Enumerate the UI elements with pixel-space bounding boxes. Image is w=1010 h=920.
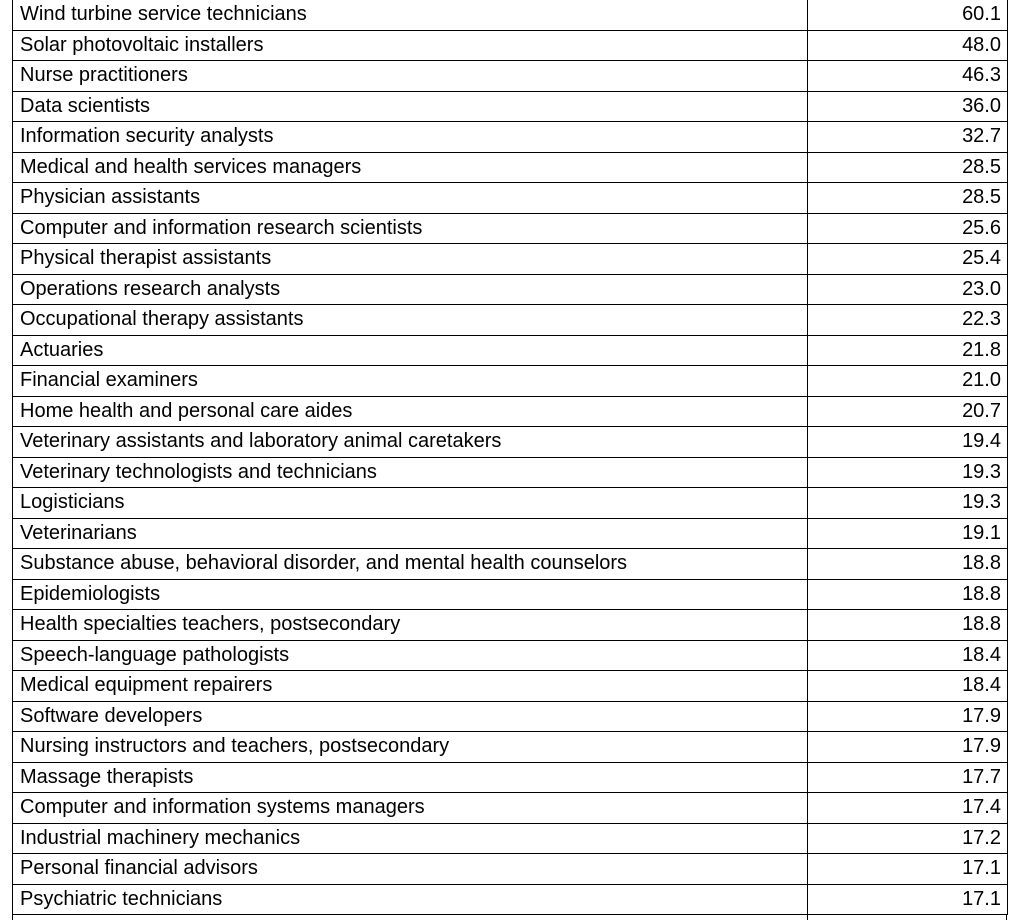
table-row [13, 518, 1008, 549]
growth-value-cell: 46.3 [808, 61, 1008, 92]
growth-value-cell: 17.1 [808, 884, 1008, 915]
growth-value-cell: 22.3 [808, 305, 1008, 336]
table-row [13, 122, 1008, 153]
occupation-cell: Actuaries [13, 335, 808, 366]
occupation-cell: Physical therapist assistants [13, 244, 808, 275]
occupation-cell: Personal financial advisors [13, 854, 808, 885]
occupation-cell: Epidemiologists [13, 579, 808, 610]
occupation-cell: Nurse practitioners [13, 61, 808, 92]
growth-value-cell: 19.4 [808, 427, 1008, 458]
growth-value-cell: 21.8 [808, 335, 1008, 366]
occupation-cell: Veterinary technologists and technicians [13, 457, 808, 488]
table-row [13, 30, 1008, 61]
growth-value-cell: 18.8 [808, 549, 1008, 580]
table-row [13, 549, 1008, 580]
table-row [13, 793, 1008, 824]
table-continuation-edge [12, 914, 1007, 920]
table-row [13, 366, 1008, 397]
growth-value-cell: 17.2 [808, 823, 1008, 854]
occupation-cell: Medical equipment repairers [13, 671, 808, 702]
table-row [13, 61, 1008, 92]
occupation-cell: Logisticians [13, 488, 808, 519]
growth-value-cell: 19.3 [808, 457, 1008, 488]
occupation-growth-table-container [12, 0, 1007, 915]
growth-value-cell: 17.9 [808, 732, 1008, 763]
table-row [13, 762, 1008, 793]
occupation-cell: Veterinary assistants and laboratory animal caretakers [13, 427, 808, 458]
column-divider [807, 914, 809, 920]
table-row [13, 854, 1008, 885]
occupation-cell: Nursing instructors and teachers, postsecondary [13, 732, 808, 763]
occupation-cell: Health specialties teachers, postsecondary [13, 610, 808, 641]
occupation-cell: Medical and health services managers [13, 152, 808, 183]
growth-value-cell: 25.6 [808, 213, 1008, 244]
growth-value-cell: 25.4 [808, 244, 1008, 275]
growth-value-cell: 18.4 [808, 671, 1008, 702]
table-row [13, 610, 1008, 641]
occupation-cell: Occupational therapy assistants [13, 305, 808, 336]
growth-value-cell: 17.9 [808, 701, 1008, 732]
table-row [13, 701, 1008, 732]
table-row [13, 152, 1008, 183]
table-row [13, 213, 1008, 244]
growth-value-cell: 21.0 [808, 366, 1008, 397]
occupation-cell: Computer and information systems managers [13, 793, 808, 824]
occupation-cell: Industrial machinery mechanics [13, 823, 808, 854]
occupation-cell: Software developers [13, 701, 808, 732]
growth-value-cell: 28.5 [808, 152, 1008, 183]
table-row [13, 0, 1008, 30]
occupation-cell: Speech-language pathologists [13, 640, 808, 671]
growth-value-cell: 19.3 [808, 488, 1008, 519]
table-row [13, 244, 1008, 275]
growth-value-cell: 28.5 [808, 183, 1008, 214]
growth-value-cell: 20.7 [808, 396, 1008, 427]
occupation-cell: Data scientists [13, 91, 808, 122]
table-row [13, 671, 1008, 702]
occupation-cell: Veterinarians [13, 518, 808, 549]
table-row [13, 305, 1008, 336]
growth-value-cell: 60.1 [808, 0, 1008, 30]
occupation-cell: Physician assistants [13, 183, 808, 214]
table-body [13, 0, 1008, 915]
growth-value-cell: 18.8 [808, 579, 1008, 610]
growth-value-cell: 36.0 [808, 91, 1008, 122]
occupation-growth-table [12, 0, 1008, 915]
growth-value-cell: 23.0 [808, 274, 1008, 305]
table-row [13, 183, 1008, 214]
growth-value-cell: 18.4 [808, 640, 1008, 671]
growth-value-cell: 19.1 [808, 518, 1008, 549]
growth-value-cell: 48.0 [808, 30, 1008, 61]
table-row [13, 427, 1008, 458]
occupation-cell: Solar photovoltaic installers [13, 30, 808, 61]
occupation-cell: Substance abuse, behavioral disorder, and mental health counselors [13, 549, 808, 580]
growth-value-cell: 17.7 [808, 762, 1008, 793]
occupation-cell: Wind turbine service technicians [13, 0, 808, 30]
occupation-cell: Operations research analysts [13, 274, 808, 305]
table-row [13, 732, 1008, 763]
table-row [13, 91, 1008, 122]
table-row [13, 579, 1008, 610]
growth-value-cell: 17.4 [808, 793, 1008, 824]
occupation-cell: Home health and personal care aides [13, 396, 808, 427]
occupation-cell: Computer and information research scientists [13, 213, 808, 244]
table-row [13, 640, 1008, 671]
occupation-cell: Massage therapists [13, 762, 808, 793]
occupation-cell: Information security analysts [13, 122, 808, 153]
table-row [13, 274, 1008, 305]
table-row [13, 396, 1008, 427]
occupation-cell: Psychiatric technicians [13, 884, 808, 915]
growth-value-cell: 18.8 [808, 610, 1008, 641]
occupation-cell: Financial examiners [13, 366, 808, 397]
growth-value-cell: 17.1 [808, 854, 1008, 885]
table-row [13, 823, 1008, 854]
growth-value-cell: 32.7 [808, 122, 1008, 153]
table-row [13, 488, 1008, 519]
table-row [13, 335, 1008, 366]
table-row [13, 884, 1008, 915]
table-row [13, 457, 1008, 488]
